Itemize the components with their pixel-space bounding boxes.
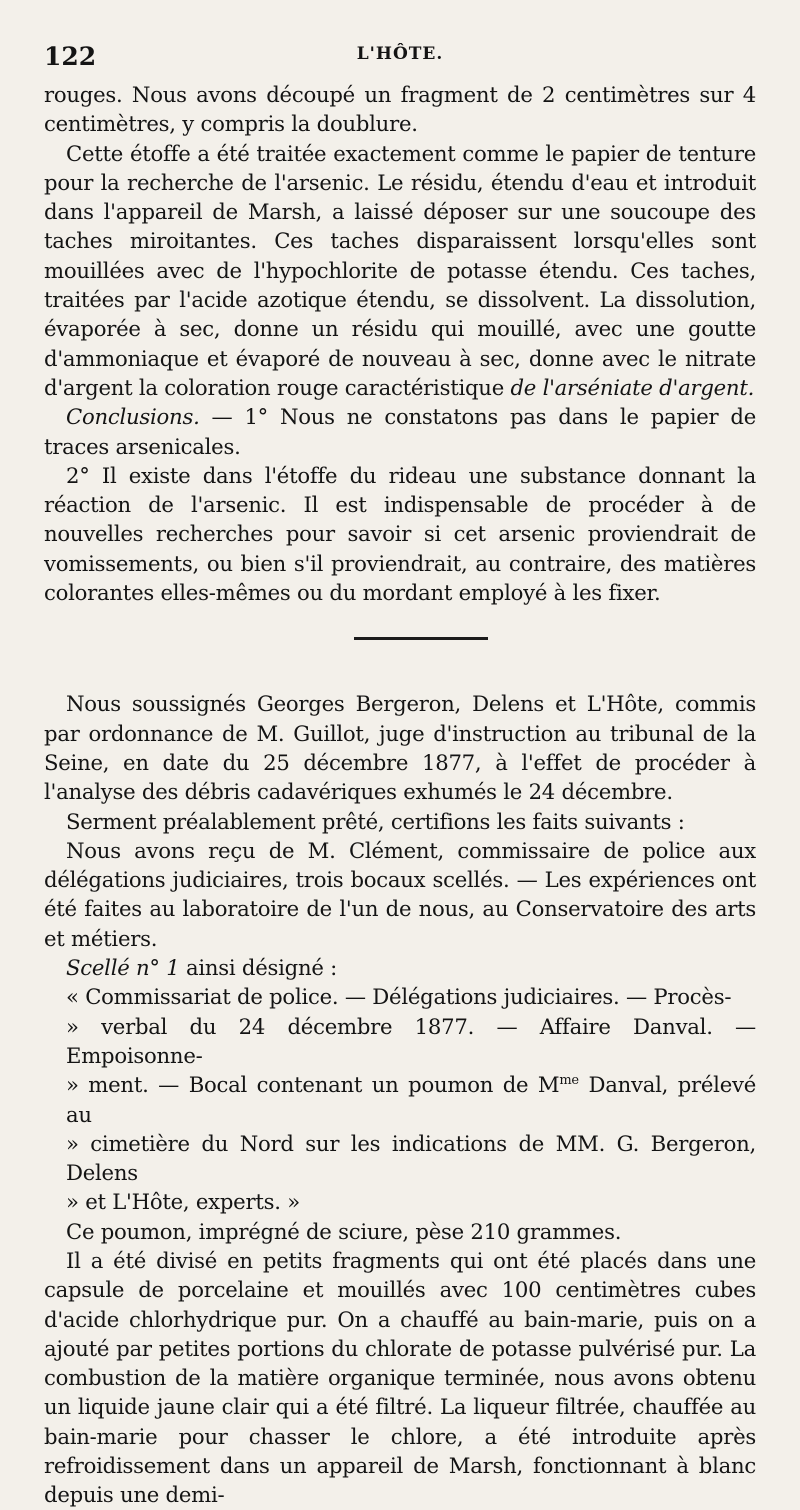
quote-line-2: » verbal du 24 décembre 1877. — Affaire Danval. — Empoisonne-	[66, 1013, 756, 1068]
paragraph-procedure-text: Cette étoffe a été traitée exactement comme le papier de tenture pour la recherche de l'arsenic. Le résidu, étendu d'eau et introduit dans l'appareil de Marsh, a laissé déposer sur une soucoupe des taches miroitantes. Ces taches disparaissent lorsqu'elles sont mouillées avec de l'hypochlorite de potasse étendu. Ces taches, traitées par l'acide azotique étendu, se dissolvent. La dissolution, évaporée à sec, donne un résidu qui mouillé, avec une goutte d'ammoniaque et évaporé de nouveau à sec, donne avec le nitrate d'argent la coloration rouge caractéristique	[44, 140, 756, 400]
conclusions-text: — 1° Nous ne constatons pas dans le papier de traces arsenicales.	[44, 404, 756, 459]
quote-line-3-start: » ment. — Bocal contenant un poumon de M	[66, 1072, 560, 1098]
paragraph-experts: Nous soussignés Georges Bergeron, Delens et L'Hôte, commis par ordonnance de M. Guillot, juge d'instruction au tribunal de la Seine, en date du 25 décembre 1877, à l'effet de procéder à l'analyse des débris cadavériques exhumés le 24 décembre.	[44, 691, 756, 805]
body-text	[44, 80, 756, 1510]
running-head: L'HÔTE.	[356, 44, 444, 64]
paragraph-continued: rouges. Nous avons découpé un fragment de 2 centimètres sur 4 centimètres, y compris la doublure.	[44, 82, 756, 137]
paragraph-conclusions	[44, 402, 756, 461]
paragraph-weight: Ce poumon, imprégné de sciure, pèse 210 grammes.	[66, 1218, 622, 1244]
paragraph-procedure	[44, 139, 756, 403]
page-header	[44, 34, 756, 80]
page-number: 122	[44, 42, 97, 71]
paragraph-conclusion-two: 2° Il existe dans l'étoffe du rideau une substance donnant la réaction de l'arsenic. Il est indispensable de procéder à de nouvelles recherches pour savoir si cet arsenic proviendrait de vomissements, ou bien s'il proviendrait, au contraire, des matières colorantes elles-mêmes ou du mordant employé à les fixer.	[44, 462, 756, 606]
section-divider-area	[44, 607, 756, 689]
paragraph-procedure-italic: de l'arséniate d'argent.	[510, 374, 755, 400]
quote-superscript: me	[559, 1073, 579, 1089]
conclusions-heading: Conclusions.	[66, 404, 200, 430]
paragraph-oath: Serment préalablement prêté, certifions les faits suivants :	[66, 808, 685, 834]
quote-line-4: » cimetière du Nord sur les indications de MM. G. Bergeron, Delens	[66, 1130, 756, 1186]
quote-line-1: « Commissariat de police. — Délégations judiciaires. — Procès-	[66, 984, 732, 1010]
paragraph-receipt: Nous avons reçu de M. Clément, commissaire de police aux délégations judiciaires, trois bocaux scellés. — Les expériences ont été faites au laboratoire de l'un de nous, au Conservatoire des arts et métiers.	[44, 837, 756, 951]
paragraph-scelle	[44, 953, 756, 982]
scelle-label: Scellé n° 1	[66, 955, 180, 981]
quote-line-3-end: Danval, prélevé au	[66, 1072, 756, 1127]
quote-line-3	[44, 1070, 756, 1129]
scelle-text: ainsi désigné :	[179, 955, 337, 981]
quote-line-5: » et L'Hôte, experts. »	[66, 1189, 300, 1215]
section-divider	[354, 637, 488, 640]
paragraph-analysis: Il a été divisé en petits fragments qui ont été placés dans une capsule de porcelaine et mouillés avec 100 centimètres cubes d'acide chlorhydrique pur. On a chauffé au bain-marie, puis on a ajouté par petites portions du chlorate de potasse pulvérisé pur. La combustion de la matière organique terminée, nous avons obtenu un liquide jaune clair qui a été filtré. La liqueur filtrée, chauffée au bain-marie pour chasser le chlore, a été introduite après refroidissement dans un appareil de Marsh, fonctionnant à blanc depuis une demi-	[44, 1247, 756, 1508]
